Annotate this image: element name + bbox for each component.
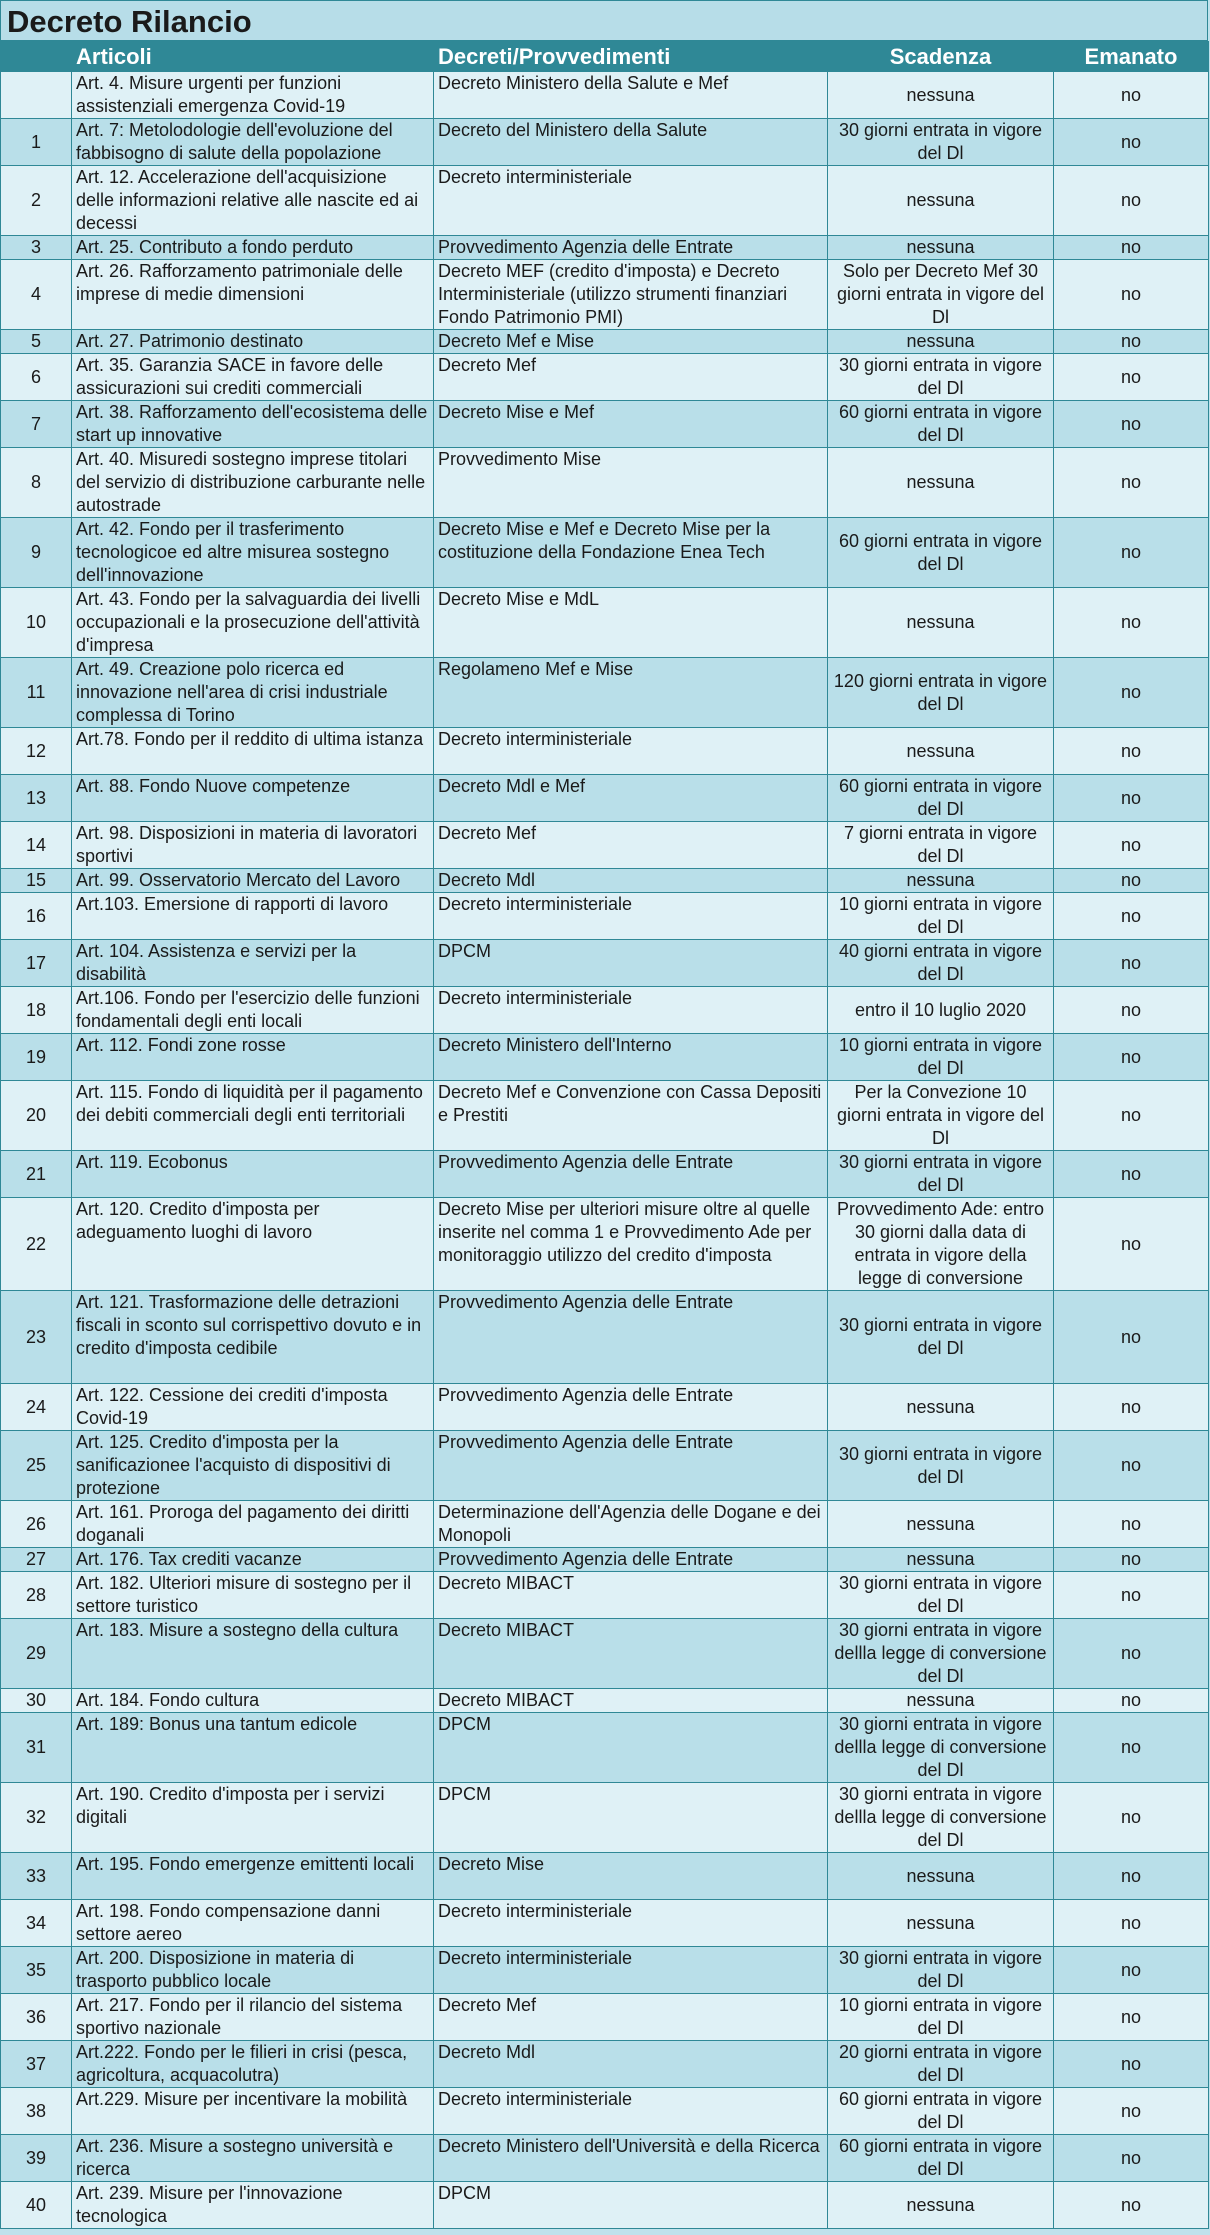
emanato-cell: no (1054, 588, 1209, 658)
emanato-cell: no (1054, 260, 1209, 330)
emanato-cell: no (1054, 2088, 1209, 2135)
table-row (1, 2182, 1209, 2229)
decreto-cell: Decreto Mise per ulteriori misure oltre al quelle inserite nel comma 1 e Provvedimento Ade per monitoraggio utilizzo del credito d'imposta (434, 1198, 828, 1291)
articolo-cell: Art. 189: Bonus una tantum edicole (72, 1713, 434, 1783)
emanato-cell: no (1054, 1291, 1209, 1384)
table-row (1, 518, 1209, 588)
row-number: 7 (1, 401, 72, 448)
decreto-cell: Decreto MEF (credito d'imposta) e Decreto Interministeriale (utilizzo strumenti finanziari Fondo Patrimonio PMI) (434, 260, 828, 330)
scadenza-cell: nessuna (828, 448, 1054, 518)
emanato-cell: no (1054, 869, 1209, 893)
row-number: 25 (1, 1431, 72, 1501)
emanato-cell: no (1054, 1198, 1209, 1291)
decreto-cell: Decreto Mef (434, 1994, 828, 2041)
emanato-cell: no (1054, 822, 1209, 869)
articolo-cell: Art. 115. Fondo di liquidità per il pagamento dei debiti commerciali degli enti territoriali (72, 1081, 434, 1151)
emanato-cell: no (1054, 518, 1209, 588)
table-row (1, 1081, 1209, 1151)
table-row (1, 775, 1209, 822)
row-number: 13 (1, 775, 72, 822)
decreto-cell: Decreto interministeriale (434, 2088, 828, 2135)
row-number: 9 (1, 518, 72, 588)
scadenza-cell: 30 giorni entrata in vigore dellla legge di conversione del Dl (828, 1783, 1054, 1853)
scadenza-cell: nessuna (828, 1501, 1054, 1548)
scadenza-cell: nessuna (828, 1384, 1054, 1431)
table-row (1, 330, 1209, 354)
scadenza-cell: 20 giorni entrata in vigore del Dl (828, 2041, 1054, 2088)
emanato-cell: no (1054, 2182, 1209, 2229)
row-number: 36 (1, 1994, 72, 2041)
row-number: 29 (1, 1619, 72, 1689)
row-number: 33 (1, 1853, 72, 1900)
articolo-cell: Art.222. Fondo per le filieri in crisi (pesca, agricoltura, acquacolutra) (72, 2041, 434, 2088)
row-number: 4 (1, 260, 72, 330)
articolo-cell: Art. 236. Misure a sostegno università e ricerca (72, 2135, 434, 2182)
emanato-cell: no (1054, 2135, 1209, 2182)
row-number: 8 (1, 448, 72, 518)
table-row (1, 166, 1209, 236)
scadenza-cell: nessuna (828, 728, 1054, 775)
scadenza-cell: nessuna (828, 166, 1054, 236)
decreto-cell: Decreto MIBACT (434, 1619, 828, 1689)
scadenza-cell: 120 giorni entrata in vigore del Dl (828, 658, 1054, 728)
emanato-cell: no (1054, 1619, 1209, 1689)
table-row (1, 260, 1209, 330)
decreto-cell: Decreto Mdl (434, 2041, 828, 2088)
articolo-cell: Art. 12. Accelerazione dell'acquisizione delle informazioni relative alle nascite ed ai decessi (72, 166, 434, 236)
row-number: 5 (1, 330, 72, 354)
row-number: 23 (1, 1291, 72, 1384)
scadenza-cell: Provvedimento Ade: entro 30 giorni dalla data di entrata in vigore della legge di conversione (828, 1198, 1054, 1291)
table-row (1, 1501, 1209, 1548)
decreto-cell: Decreto MIBACT (434, 1689, 828, 1713)
scadenza-cell: 7 giorni entrata in vigore del Dl (828, 822, 1054, 869)
emanato-cell: no (1054, 1572, 1209, 1619)
row-number: 17 (1, 940, 72, 987)
decreto-cell: Decreto MIBACT (434, 1572, 828, 1619)
articolo-cell: Art.78. Fondo per il reddito di ultima istanza (72, 728, 434, 775)
articolo-cell: Art. 125. Credito d'imposta per la sanificazionee l'acquisto di dispositivi di protezione (72, 1431, 434, 1501)
decree-table (0, 41, 1209, 2229)
table-row (1, 2088, 1209, 2135)
emanato-cell: no (1054, 72, 1209, 119)
articolo-cell: Art. 35. Garanzia SACE in favore delle assicurazioni sui crediti commerciali (72, 354, 434, 401)
table-row (1, 1548, 1209, 1572)
decreto-cell: Decreto Mise e Mef e Decreto Mise per la costituzione della Fondazione Enea Tech (434, 518, 828, 588)
decreto-cell: Decreto interministeriale (434, 893, 828, 940)
header-decreti: Decreti/Provvedimenti (434, 42, 828, 72)
emanato-cell: no (1054, 775, 1209, 822)
emanato-cell: no (1054, 1501, 1209, 1548)
scadenza-cell: 30 giorni entrata in vigore del Dl (828, 1151, 1054, 1198)
row-number: 22 (1, 1198, 72, 1291)
articolo-cell: Art. 121. Trasformazione delle detrazioni fiscali in sconto sul corrispettivo dovuto e in credito d'imposta cedibile (72, 1291, 434, 1384)
row-number: 16 (1, 893, 72, 940)
scadenza-cell: nessuna (828, 72, 1054, 119)
decreto-cell: Decreto Mise (434, 1853, 828, 1900)
articolo-cell: Art. 195. Fondo emergenze emittenti locali (72, 1853, 434, 1900)
header-emanato: Emanato (1054, 42, 1209, 72)
emanato-cell: no (1054, 893, 1209, 940)
articolo-cell: Art. 200. Disposizione in materia di trasporto pubblico locale (72, 1947, 434, 1994)
row-number: 40 (1, 2182, 72, 2229)
emanato-cell: no (1054, 1151, 1209, 1198)
decreto-cell: Provvedimento Mise (434, 448, 828, 518)
scadenza-cell: 60 giorni entrata in vigore del Dl (828, 2135, 1054, 2182)
emanato-cell: no (1054, 1431, 1209, 1501)
row-number: 32 (1, 1783, 72, 1853)
decreto-cell: Decreto Mise e MdL (434, 588, 828, 658)
emanato-cell: no (1054, 330, 1209, 354)
decreto-cell: Decreto Mef (434, 822, 828, 869)
row-number: 34 (1, 1900, 72, 1947)
articolo-cell: Art. 27. Patrimonio destinato (72, 330, 434, 354)
decreto-cell: Decreto interministeriale (434, 728, 828, 775)
scadenza-cell: 30 giorni entrata in vigore del Dl (828, 1291, 1054, 1384)
table-row (1, 1572, 1209, 1619)
table-row (1, 2135, 1209, 2182)
articolo-cell: Art. 43. Fondo per la salvaguardia dei livelli occupazionali e la prosecuzione dell'attività d'impresa (72, 588, 434, 658)
header-scadenza: Scadenza (828, 42, 1054, 72)
decreto-cell: DPCM (434, 1783, 828, 1853)
decreto-cell: Provvedimento Agenzia delle Entrate (434, 1431, 828, 1501)
emanato-cell: no (1054, 1853, 1209, 1900)
articolo-cell: Art. 7: Metolodologie dell'evoluzione del fabbisogno di salute della popolazione (72, 119, 434, 166)
articolo-cell: Art. 40. Misuredi sostegno imprese titolari del servizio di distribuzione carburante nelle autostrade (72, 448, 434, 518)
row-number: 6 (1, 354, 72, 401)
table-row (1, 1900, 1209, 1947)
articolo-cell: Art. 190. Credito d'imposta per i servizi digitali (72, 1783, 434, 1853)
emanato-cell: no (1054, 1548, 1209, 1572)
table-body (1, 72, 1209, 2229)
scadenza-cell: nessuna (828, 1548, 1054, 1572)
articolo-cell: Art. 38. Rafforzamento dell'ecosistema delle start up innovative (72, 401, 434, 448)
emanato-cell: no (1054, 1034, 1209, 1081)
row-number: 37 (1, 2041, 72, 2088)
decreto-cell: Decreto Mise e Mef (434, 401, 828, 448)
scadenza-cell: entro il 10 luglio 2020 (828, 987, 1054, 1034)
emanato-cell: no (1054, 658, 1209, 728)
table-row (1, 119, 1209, 166)
table-row (1, 1384, 1209, 1431)
row-number: 24 (1, 1384, 72, 1431)
table-row (1, 588, 1209, 658)
row-number: 27 (1, 1548, 72, 1572)
table-row (1, 658, 1209, 728)
header-articoli: Articoli (72, 42, 434, 72)
table-row (1, 1151, 1209, 1198)
scadenza-cell: 30 giorni entrata in vigore del Dl (828, 1947, 1054, 1994)
decreto-cell: Provvedimento Agenzia delle Entrate (434, 236, 828, 260)
table-row (1, 354, 1209, 401)
row-number: 21 (1, 1151, 72, 1198)
articolo-cell: Art. 217. Fondo per il rilancio del sistema sportivo nazionale (72, 1994, 434, 2041)
emanato-cell: no (1054, 2041, 1209, 2088)
scadenza-cell: 30 giorni entrata in vigore del Dl (828, 354, 1054, 401)
articolo-cell: Art. 182. Ulteriori misure di sostegno per il settore turistico (72, 1572, 434, 1619)
row-number: 35 (1, 1947, 72, 1994)
row-number: 39 (1, 2135, 72, 2182)
row-number: 19 (1, 1034, 72, 1081)
row-number: 26 (1, 1501, 72, 1548)
decreto-cell: Provvedimento Agenzia delle Entrate (434, 1384, 828, 1431)
row-number: 12 (1, 728, 72, 775)
emanato-cell: no (1054, 1994, 1209, 2041)
decreto-cell: Decreto Mef e Mise (434, 330, 828, 354)
articolo-cell: Art. 120. Credito d'imposta per adeguamento luoghi di lavoro (72, 1198, 434, 1291)
table-row (1, 1198, 1209, 1291)
articolo-cell: Art. 26. Rafforzamento patrimoniale delle imprese di medie dimensioni (72, 260, 434, 330)
decreto-cell: Decreto Mdl e Mef (434, 775, 828, 822)
scadenza-cell: 10 giorni entrata in vigore del Dl (828, 893, 1054, 940)
row-number: 14 (1, 822, 72, 869)
emanato-cell: no (1054, 448, 1209, 518)
emanato-cell: no (1054, 1783, 1209, 1853)
articolo-cell: Art. 98. Disposizioni in materia di lavoratori sportivi (72, 822, 434, 869)
table-row (1, 893, 1209, 940)
articolo-cell: Art. 239. Misure per l'innovazione tecnologica (72, 2182, 434, 2229)
decreto-cell: Provvedimento Agenzia delle Entrate (434, 1291, 828, 1384)
emanato-cell: no (1054, 119, 1209, 166)
row-number: 30 (1, 1689, 72, 1713)
emanato-cell: no (1054, 236, 1209, 260)
table-row (1, 1689, 1209, 1713)
row-number: 3 (1, 236, 72, 260)
emanato-cell: no (1054, 166, 1209, 236)
table-row (1, 1947, 1209, 1994)
table-row (1, 1431, 1209, 1501)
scadenza-cell: Per la Convezione 10 giorni entrata in vigore del Dl (828, 1081, 1054, 1151)
scadenza-cell: 60 giorni entrata in vigore del Dl (828, 775, 1054, 822)
articolo-cell: Art. 122. Cessione dei crediti d'imposta Covid-19 (72, 1384, 434, 1431)
decreto-cell: Decreto del Ministero della Salute (434, 119, 828, 166)
emanato-cell: no (1054, 987, 1209, 1034)
articolo-cell: Art. 184. Fondo cultura (72, 1689, 434, 1713)
table-row (1, 728, 1209, 775)
table-row (1, 401, 1209, 448)
row-number (1, 72, 72, 119)
table-row (1, 1713, 1209, 1783)
scadenza-cell: 30 giorni entrata in vigore del Dl (828, 1572, 1054, 1619)
row-number: 10 (1, 588, 72, 658)
scadenza-cell: 30 giorni entrata in vigore dellla legge di conversione del Dl (828, 1619, 1054, 1689)
scadenza-cell: 10 giorni entrata in vigore del Dl (828, 1034, 1054, 1081)
table-row (1, 940, 1209, 987)
articolo-cell: Art. 176. Tax crediti vacanze (72, 1548, 434, 1572)
decreto-cell: Provvedimento Agenzia delle Entrate (434, 1151, 828, 1198)
scadenza-cell: nessuna (828, 588, 1054, 658)
decreto-cell: Decreto interministeriale (434, 1947, 828, 1994)
emanato-cell: no (1054, 728, 1209, 775)
emanato-cell: no (1054, 401, 1209, 448)
articolo-cell: Art.229. Misure per incentivare la mobilità (72, 2088, 434, 2135)
table-row (1, 1783, 1209, 1853)
articolo-cell: Art. 99. Osservatorio Mercato del Lavoro (72, 869, 434, 893)
articolo-cell: Art. 112. Fondi zone rosse (72, 1034, 434, 1081)
row-number: 31 (1, 1713, 72, 1783)
decreto-cell: Decreto Mef (434, 354, 828, 401)
row-number: 2 (1, 166, 72, 236)
articolo-cell: Art. 161. Proroga del pagamento dei diritti doganali (72, 1501, 434, 1548)
row-number: 20 (1, 1081, 72, 1151)
articolo-cell: Art. 25. Contributo a fondo perduto (72, 236, 434, 260)
scadenza-cell: 30 giorni entrata in vigore dellla legge di conversione del Dl (828, 1713, 1054, 1783)
table-row (1, 72, 1209, 119)
emanato-cell: no (1054, 1384, 1209, 1431)
scadenza-cell: nessuna (828, 1689, 1054, 1713)
row-number: 28 (1, 1572, 72, 1619)
decreto-cell: DPCM (434, 1713, 828, 1783)
table-row (1, 822, 1209, 869)
articolo-cell: Art. 183. Misure a sostegno della cultura (72, 1619, 434, 1689)
articolo-cell: Art. 42. Fondo per il trasferimento tecnologicoe ed altre misurea sostegno dell'innovazione (72, 518, 434, 588)
decreto-cell: Regolameno Mef e Mise (434, 658, 828, 728)
scadenza-cell: 40 giorni entrata in vigore del Dl (828, 940, 1054, 987)
articolo-cell: Art. 198. Fondo compensazione danni settore aereo (72, 1900, 434, 1947)
articolo-cell: Art. 88. Fondo Nuove competenze (72, 775, 434, 822)
decreto-cell: Decreto Ministero dell'Interno (434, 1034, 828, 1081)
scadenza-cell: nessuna (828, 2182, 1054, 2229)
scadenza-cell: 30 giorni entrata in vigore del Dl (828, 119, 1054, 166)
table-row (1, 448, 1209, 518)
table-row (1, 987, 1209, 1034)
table-row (1, 1291, 1209, 1384)
scadenza-cell: 60 giorni entrata in vigore del Dl (828, 518, 1054, 588)
table-row (1, 1994, 1209, 2041)
table-row (1, 1034, 1209, 1081)
articolo-cell: Art. 104. Assistenza e servizi per la disabilità (72, 940, 434, 987)
table-row (1, 236, 1209, 260)
row-number: 18 (1, 987, 72, 1034)
scadenza-cell: 30 giorni entrata in vigore del Dl (828, 1431, 1054, 1501)
articolo-cell: Art. 4. Misure urgenti per funzioni assistenziali emergenza Covid-19 (72, 72, 434, 119)
table-row (1, 2041, 1209, 2088)
scadenza-cell: 60 giorni entrata in vigore del Dl (828, 401, 1054, 448)
scadenza-cell: nessuna (828, 330, 1054, 354)
scadenza-cell: 10 giorni entrata in vigore del Dl (828, 1994, 1054, 2041)
scadenza-cell: nessuna (828, 1853, 1054, 1900)
scadenza-cell: nessuna (828, 869, 1054, 893)
emanato-cell: no (1054, 1689, 1209, 1713)
row-number: 11 (1, 658, 72, 728)
table-row (1, 869, 1209, 893)
decreto-cell: Decreto Mef e Convenzione con Cassa Depositi e Prestiti (434, 1081, 828, 1151)
decreto-cell: Decreto Mdl (434, 869, 828, 893)
row-number: 38 (1, 2088, 72, 2135)
table-row (1, 1853, 1209, 1900)
decreto-cell: DPCM (434, 2182, 828, 2229)
scadenza-cell: nessuna (828, 1900, 1054, 1947)
emanato-cell: no (1054, 354, 1209, 401)
decreto-cell: DPCM (434, 940, 828, 987)
decreto-cell: Decreto interministeriale (434, 987, 828, 1034)
articolo-cell: Art.106. Fondo per l'esercizio delle funzioni fondamentali degli enti locali (72, 987, 434, 1034)
header-row (1, 42, 1209, 72)
decreto-cell: Decreto Ministero della Salute e Mef (434, 72, 828, 119)
scadenza-cell: 60 giorni entrata in vigore del Dl (828, 2088, 1054, 2135)
sheet-title: Decreto Rilancio (0, 0, 1208, 41)
scadenza-cell: Solo per Decreto Mef 30 giorni entrata in vigore del Dl (828, 260, 1054, 330)
decreto-cell: Decreto interministeriale (434, 166, 828, 236)
decreto-cell: Decreto interministeriale (434, 1900, 828, 1947)
decreto-cell: Decreto Ministero dell'Università e della Ricerca (434, 2135, 828, 2182)
emanato-cell: no (1054, 1081, 1209, 1151)
table-row (1, 1619, 1209, 1689)
articolo-cell: Art. 119. Ecobonus (72, 1151, 434, 1198)
header-number (1, 42, 72, 72)
scadenza-cell: nessuna (828, 236, 1054, 260)
emanato-cell: no (1054, 1900, 1209, 1947)
articolo-cell: Art. 49. Creazione polo ricerca ed innovazione nell'area di crisi industriale complessa di Torino (72, 658, 434, 728)
emanato-cell: no (1054, 1947, 1209, 1994)
row-number: 15 (1, 869, 72, 893)
decreto-cell: Provvedimento Agenzia delle Entrate (434, 1548, 828, 1572)
decreto-cell: Determinazione dell'Agenzia delle Dogane e dei Monopoli (434, 1501, 828, 1548)
emanato-cell: no (1054, 1713, 1209, 1783)
row-number: 1 (1, 119, 72, 166)
articolo-cell: Art.103. Emersione di rapporti di lavoro (72, 893, 434, 940)
emanato-cell: no (1054, 940, 1209, 987)
